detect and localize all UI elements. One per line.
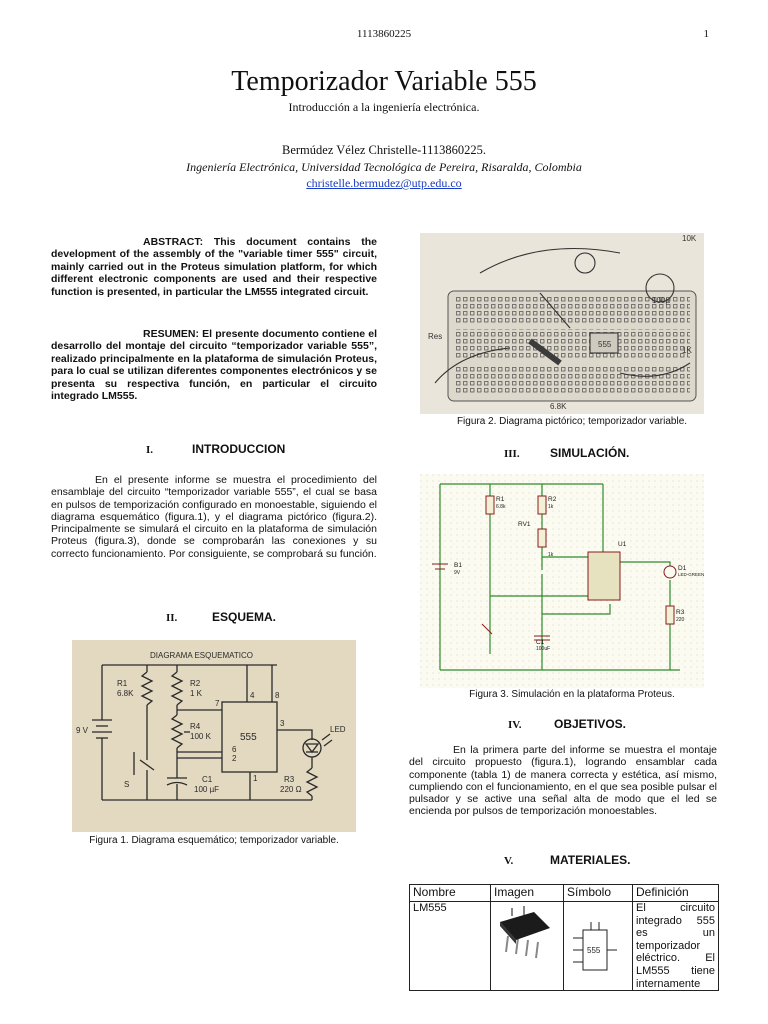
column-header-definicion: Definición [633, 885, 719, 902]
fig3-label-r2: R2 [548, 496, 557, 503]
fig1-label-c1-value: 100 µF [194, 785, 220, 794]
figure-1-caption: Figura 1. Diagrama esquemático; temporizador variable. [89, 835, 339, 846]
schematic-drawing [72, 640, 356, 832]
figure-3-caption: Figura 3. Simulación en la plataforma Proteus. [469, 689, 675, 700]
abstract-english: ABSTRACT: This document contains the development of the assembly of the "variable timer 555" circuit, mainly carried out in the Proteus simulation platform, for which different electronic components are used and their respective function is presented, in particular the LM555 integrated circuit. [51, 236, 377, 298]
section-heading-esquema [166, 610, 276, 624]
section-title: ESQUEMA. [212, 610, 277, 624]
fig1-label-r3: R3 [284, 775, 295, 784]
fig2-label-top: 10K [682, 234, 697, 243]
fig3-label-b1-value: 9V [454, 570, 461, 576]
cell-nombre: LM555 [410, 902, 491, 991]
cell-simbolo [564, 902, 633, 991]
proteus-drawing [420, 474, 704, 688]
column-header-imagen: Imagen [491, 885, 564, 902]
fig1-label-r2-value: 1 K [190, 689, 203, 698]
fig3-label-r2-value: 1k [548, 504, 554, 510]
section-heading-simulacion [504, 446, 629, 460]
fig1-pin-4: 4 [250, 691, 255, 700]
column-header-simbolo: Símbolo [564, 885, 633, 902]
symbol-label: 555 [587, 946, 601, 955]
fig1-label-switch: S [124, 780, 130, 789]
ic-555-symbol [567, 902, 623, 974]
fig1-label-r4: R4 [190, 722, 201, 731]
fig1-label-r1: R1 [117, 679, 128, 688]
fig3-label-b1: B1 [454, 562, 462, 569]
lm555-chip-photo [494, 902, 556, 962]
fig1-label-c1: C1 [202, 775, 213, 784]
fig1-pin-3: 3 [280, 719, 285, 728]
fig2-label-ic: 555 [598, 340, 612, 349]
fig1-label-r1-value: 6.8K [117, 689, 134, 698]
section-number: III. [504, 448, 520, 460]
table-header-row [410, 885, 719, 902]
cell-imagen [491, 902, 564, 991]
section-heading-introduccion [146, 442, 285, 456]
section-title: INTRODUCCION [192, 442, 286, 456]
fig2-label-cap: 100µ [652, 296, 670, 305]
fig1-label-ic: 555 [240, 732, 257, 743]
fig2-label-res: Res [428, 332, 443, 341]
paper-subtitle: Introducción a la ingeniería electrónica. [288, 100, 480, 114]
objetivos-paragraph: En la primera parte del informe se muestra el montaje del circuito propuesto (figura.1), logrando ensamblar cada componente (tabla 1) de manera correcta y estética, así mismo, cumpliendo con el funcionamiento, en el que sea posible pulsar el pulsador y se active una señal alta de modo que el led se encienda por pulsos de temporización monoestables. [409, 744, 717, 818]
figure-1-schematic [72, 640, 356, 832]
section-number: I. [146, 444, 154, 456]
fig1-label-r4-value: 100 K [190, 732, 211, 741]
fig3-label-rv1: RV1 [518, 521, 531, 528]
fig3-label-d1-value: LED-GREEN [678, 572, 704, 577]
author-line: Bermúdez Vélez Christelle-1113860225. [282, 143, 486, 157]
section-number: II. [166, 612, 178, 624]
fig1-label-led: LED [330, 725, 346, 734]
fig1-pin-8: 8 [275, 691, 280, 700]
author-email [0, 176, 768, 191]
cell-definicion: El circuito integrado 555 es un temporizador eléctrico. El LM555 tiene internamente [633, 902, 719, 991]
section-title: OBJETIVOS. [554, 717, 627, 731]
figure-2-caption: Figura 2. Diagrama pictórico; temporizador variable. [456, 416, 688, 427]
fig1-pin-1: 1 [253, 774, 258, 783]
section-number: V. [504, 855, 514, 867]
section-title: SIMULACIÓN. [550, 446, 630, 460]
page-number: 1 [703, 28, 709, 40]
fig3-label-r3: R3 [676, 609, 685, 616]
introduccion-paragraph: En el presente informe se muestra el procedimiento del ensamblaje del circuito “temporizador variable 555”, el cual se basa en pulsos de temporización configurado en monoestable, siguiendo el diagrama esquemático (figura.1), y el diagrama pictórico (figura.2). Principalmente se simulará el circuito en la plataforma de simulación Proteus (figura.3), donde se comprobarán las conexiones y su correcto funcionamiento. Por consiguiente, se comprobará su función. [51, 474, 377, 560]
fig1-label-r3-value: 220 Ω [280, 785, 302, 794]
fig1-heading: DIAGRAMA ESQUEMATICO [150, 651, 253, 660]
pictorial-drawing [420, 233, 704, 414]
materials-table [409, 884, 719, 991]
section-title: MATERIALES. [550, 853, 631, 867]
table-row [410, 902, 719, 991]
fig3-label-u1: U1 [618, 541, 627, 548]
section-heading-objetivos [508, 717, 626, 731]
fig3-label-r1: R1 [496, 496, 505, 503]
paper-title: Temporizador Variable 555 [231, 66, 537, 97]
fig2-label-1k: 1K [682, 346, 692, 355]
fig1-label-battery: 9 V [76, 726, 89, 735]
section-heading-materiales [504, 853, 630, 867]
fig3-label-r1-value: 6.8k [496, 504, 506, 510]
fig1-label-r2: R2 [190, 679, 201, 688]
fig3-label-rv1-value: 1k [548, 552, 554, 558]
abstract-spanish: RESUMEN: El presente documento contiene el desarrollo del montaje del circuito “temporizador variable 555”, realizado principalmente en la plataforma de simulación Proteus, para lo cual se utilizan diferentes componentes electrónicos y se presenta su respectiva función, en particular el circuito integrado LM555. [51, 328, 377, 403]
figure-2-pictorial [420, 233, 704, 414]
fig1-pin-7: 7 [215, 699, 220, 708]
affiliation: Ingeniería Electrónica, Universidad Tecnológica de Pereira, Risaralda, Colombia [186, 160, 582, 174]
fig1-pin-6: 6 [232, 745, 237, 754]
fig3-label-c1-value: 100uF [536, 646, 551, 652]
column-header-nombre: Nombre [410, 885, 491, 902]
section-number: IV. [508, 719, 522, 731]
fig2-label-6k8: 6.8K [550, 402, 567, 411]
fig3-label-d1: D1 [678, 565, 687, 572]
email-link[interactable]: christelle.bermudez@utp.edu.co [306, 176, 462, 190]
fig3-label-r3-value: 220 [676, 617, 685, 623]
fig1-pin-2: 2 [232, 754, 237, 763]
figure-3-proteus-simulation [420, 474, 704, 688]
fig3-label-c1: C1 [536, 639, 545, 646]
running-header-id: 1113860225 [356, 28, 412, 40]
